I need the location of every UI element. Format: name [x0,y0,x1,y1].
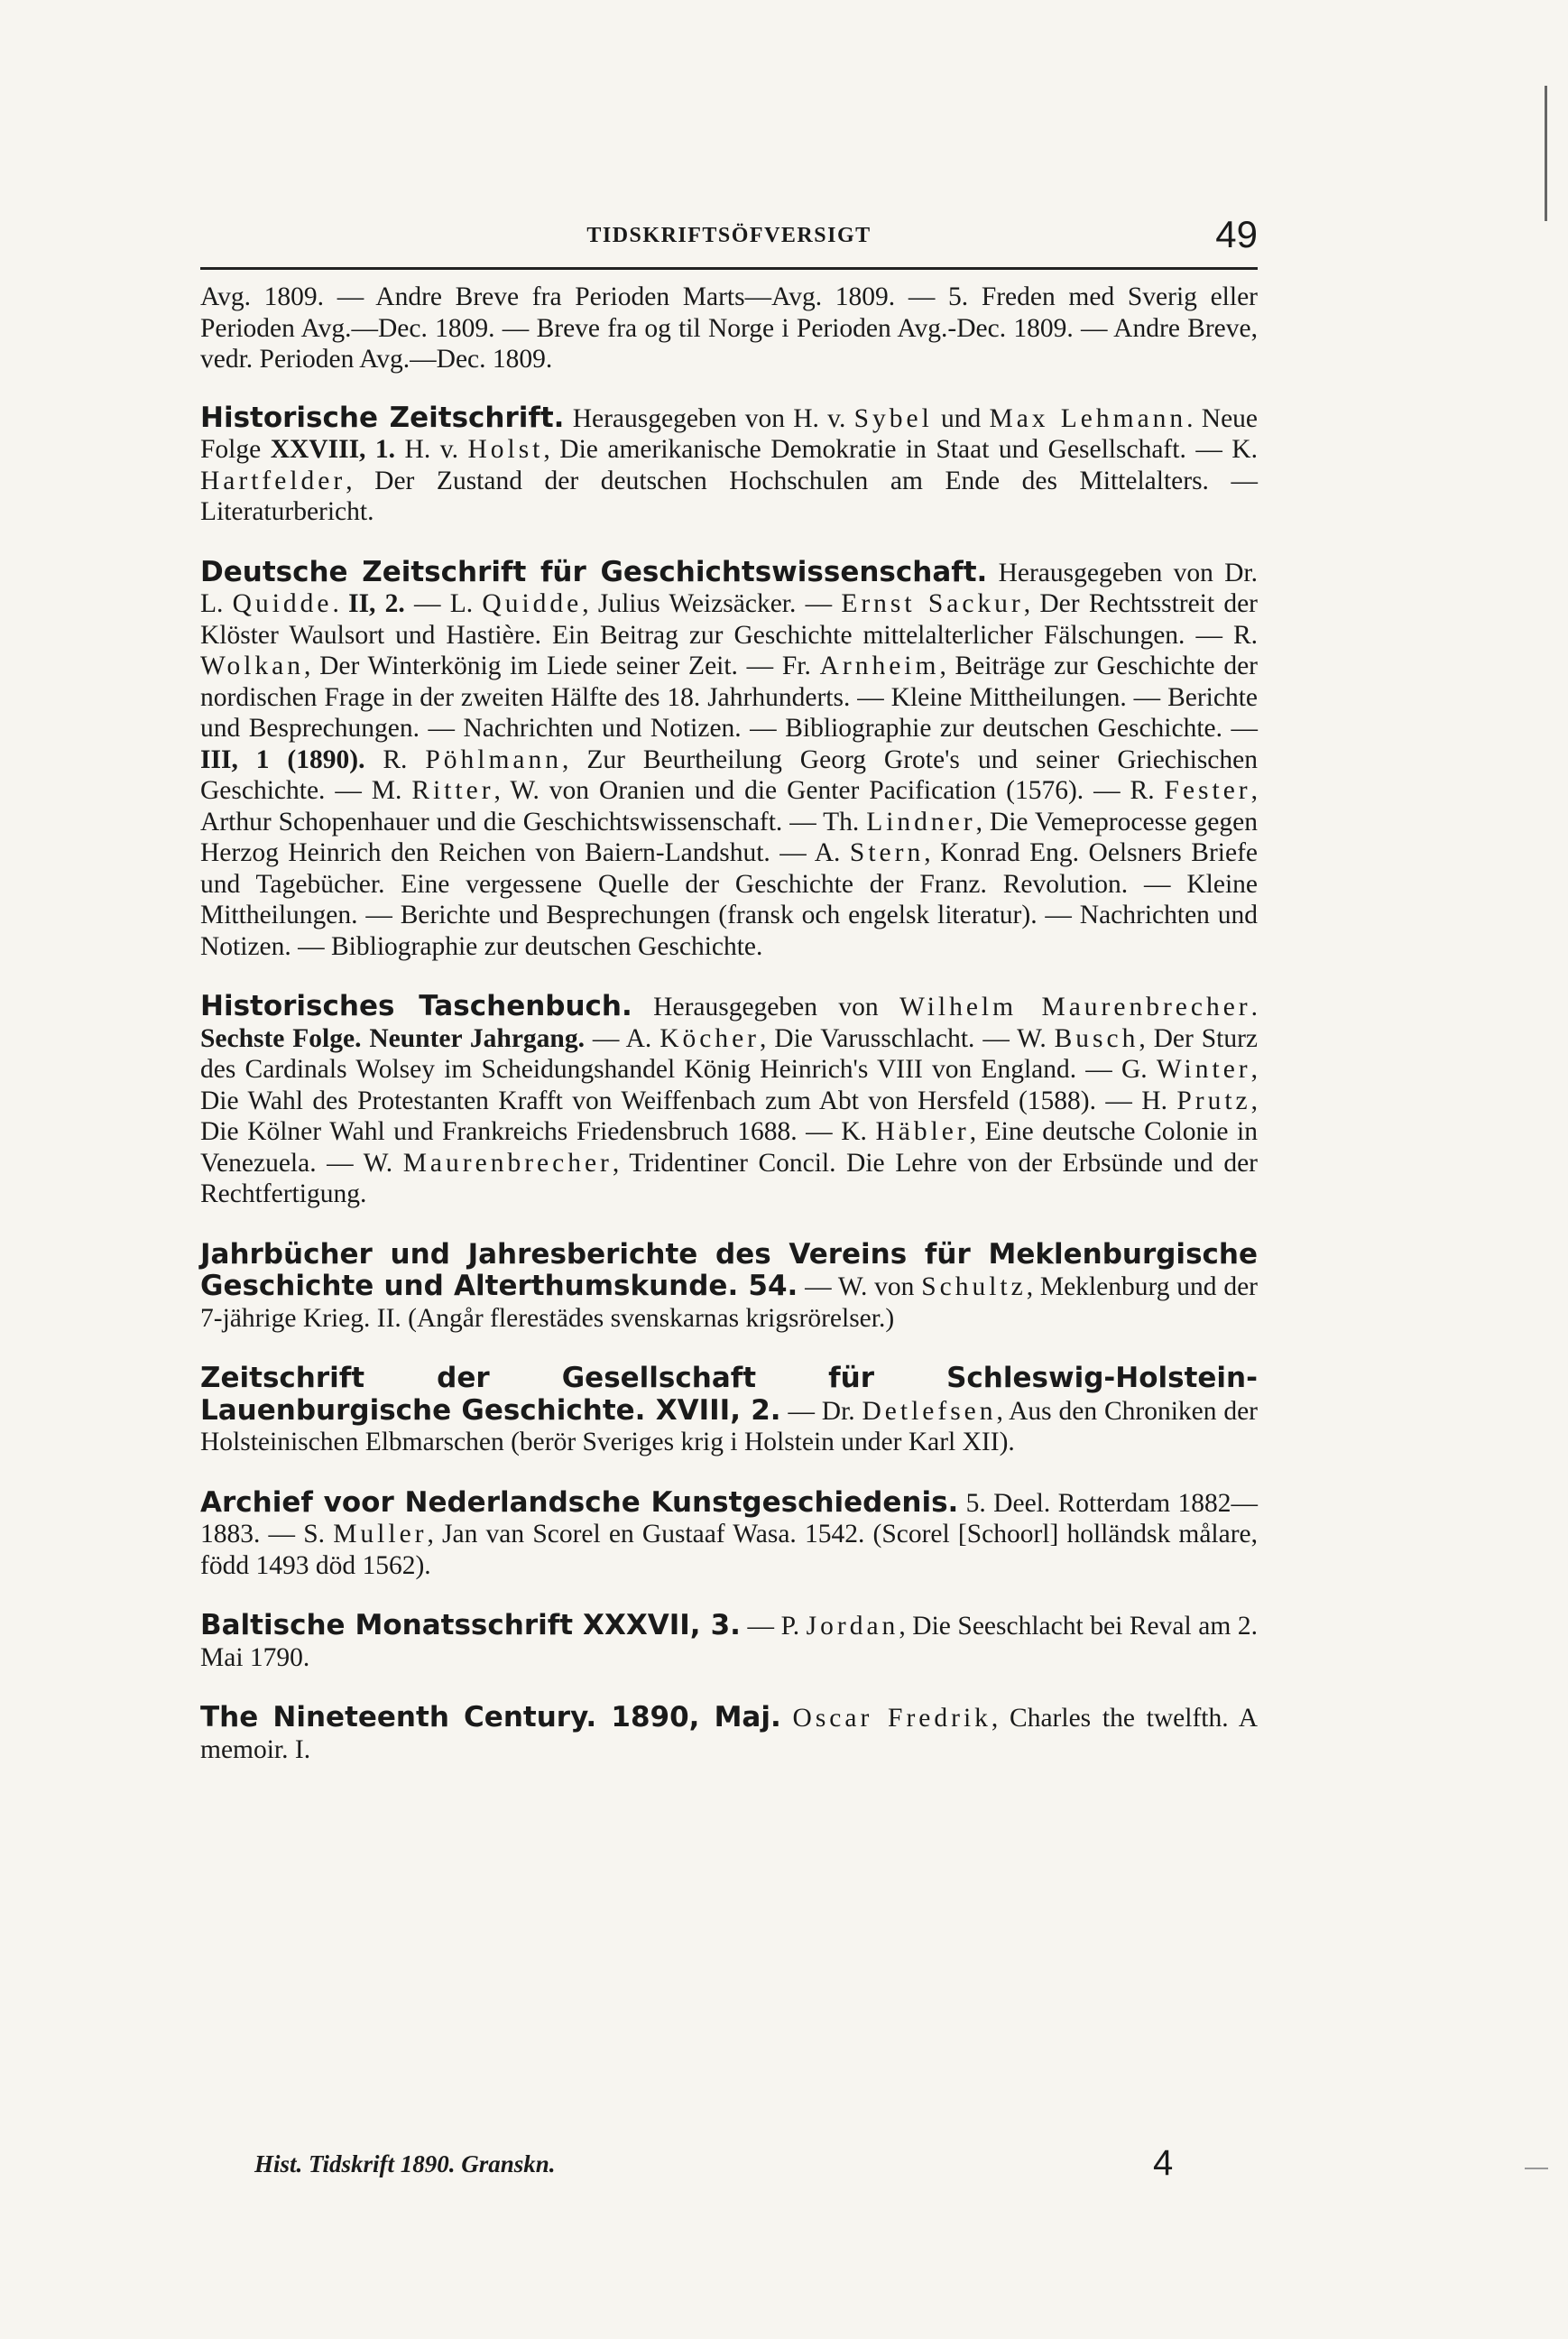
author-name: Wilhelm Maurenbrecher [899,993,1251,1022]
entry-text: , Arthur Schopenhauer und die Geschichtswissenschaft. — Th. [200,776,1258,837]
bibliography-entry [200,1610,1258,1673]
author-name: Busch [1054,1023,1139,1053]
entry-text: , Die Varusschlacht. — W. [760,1023,1055,1053]
entry-text: 5. Deel. Rotterdam 1882—1883. — S. [200,1488,1258,1549]
header-rule [200,267,1258,270]
author-name: Quidde [232,589,333,618]
entry-text: , Die Vemeprocesse gegen Herzog Heinrich den Reichen von Baiern-Landshut. — A. [200,807,1258,867]
entry-text: , W. von Oranien und die Genter Pacification (1576). — R. [493,776,1165,805]
bibliography-entry [200,1239,1258,1335]
author-name: Sybel [853,403,933,433]
author-name: Winter [1156,1055,1251,1084]
entry-text: , Aus den Chroniken der Holsteinischen Elbmarschen (berör Sveriges krig i Holstein under Karl XII). [200,1396,1258,1456]
entry-text: Herausgegeben von Dr. L. [200,558,1258,618]
journal-title: Historisches Taschenbuch. [200,990,632,1022]
bibliography-entry [200,282,1258,375]
page-body [200,282,1258,1794]
author-name: Muller [333,1520,428,1549]
bibliography-entry [200,991,1258,1210]
author-name: Hartfelder [200,466,346,495]
entry-text: — L. [404,589,483,618]
bibliography-entry [200,402,1258,528]
entry-text: , Charles the twelfth. A memoir. I. [200,1704,1259,1764]
bibliography-entry [200,1702,1258,1765]
entry-text: , Jan van Scorel en Gustaaf Wasa. 1542. (Scorel [Schoorl] holländsk målare, född 1493 död 1562). [200,1520,1258,1580]
journal-title: Jahrbücher und Jahresberichte des Vereins für Meklenburgische Geschichte und Alterthumskunde. 54. [200,1237,1258,1302]
entry-text: — A. [584,1023,660,1053]
author-name: Maurenbrecher [402,1148,613,1178]
footer-signature: Hist. Tidskrift 1890. Granskn. [254,2150,556,2177]
author-name: Köcher [659,1023,761,1053]
journal-title: Historische Zeitschrift. [200,401,565,434]
author-name: Quidde [482,589,583,618]
entry-text: , Tridentiner Concil. Die Lehre von der Erbsünde und der Rechtfertigung. [200,1148,1258,1208]
entry-text: . [332,589,349,618]
running-title: TIDSKRIFTSÖFVERSIGT [586,224,872,247]
author-name: Pöhlmann [425,744,563,774]
author-name: Detlefsen [862,1396,997,1426]
entry-text: , Der Winterkönig im Liede seiner Zeit. — Fr. [304,652,820,680]
page-header [200,213,1258,271]
entry-text: , Die Kölner Wahl und Frankreichs Friedensbruch 1688. — K. [200,1086,1258,1146]
bibliography-entry [200,1363,1258,1458]
bibliography-entry [200,557,1258,963]
journal-title: Archief voor Nederlandsche Kunstgeschiedenis. [200,1485,959,1519]
entry-text: , Der Sturz des Cardinals Wolsey im Scheidungshandel König Heinrich's VIII von England. — G. [200,1023,1258,1084]
entry-text: Herausgegeben von [632,993,900,1022]
author-name: Häbler [875,1117,970,1146]
volume-number: II, 2. [348,589,405,618]
author-name: Schultz [921,1272,1027,1301]
entry-text: . [1250,993,1259,1022]
entry-text: , Julius Weizsäcker. — [582,589,842,618]
entry-text: — P. [740,1612,807,1641]
page-number: 49 [1215,213,1258,255]
entry-text: H. v. [395,435,468,464]
journal-title: The Nineteenth Century. 1890, Maj. [200,1701,781,1733]
entry-text [781,1704,793,1733]
entry-text: R. [364,744,426,774]
author-name: Oscar Fredrik [792,1704,992,1733]
entry-text: und [932,403,990,433]
entry-text: , Die Wahl des Protestanten Krafft von Weiffenbach zum Abt von Hersfeld (1588). — H. [200,1055,1258,1115]
author-name: Arnheim [819,652,940,680]
entry-text: , Der Zustand der deutschen Hochschulen am Ende des Mittelalters. — Literaturbericht. [200,466,1258,526]
volume-number: Sechste Folge. Neunter Jahrgang. [200,1023,585,1053]
scan-edge-dash [1525,2168,1548,2169]
entry-text: , Konrad Eng. Oelsners Briefe und Tagebücher. Eine vergessene Quelle der Geschichte der Franz. Revolution. — Kleine Mittheilungen. — Berichte und Besprechungen (fransk och engelsk literatur). — Nachrichten und Notizen. — Bibliographie zur deutschen Geschichte. [200,838,1258,961]
author-name: Ernst Sackur [841,589,1024,618]
entry-text: , Der Rechtsstreit der Klöster Waulsort und Hastière. Ein Beitrag zur Geschichte mittelalterlicher Fälschungen. — R. [200,589,1258,650]
author-name: Prutz [1176,1086,1251,1115]
entry-text: , Die Seeschlacht bei Reval am 2. Mai 1790. [200,1612,1258,1672]
journal-title: Zeitschrift der Gesellschaft für Schleswig-Holstein-Lauenburgische Geschichte. XVIII, 2. [200,1362,1258,1427]
author-name: Lindner [866,807,976,837]
entry-text: Avg. 1809. — Andre Breve fra Perioden Marts—Avg. 1809. — 5. Freden med Sverig eller Perioden Avg.—Dec. 1809. — Breve fra og til Norge i Perioden Avg.-Dec. 1809. — Andre Breve, vedr. Perioden Avg.—Dec. 1809. [200,282,1258,374]
entry-text: — W. von [798,1272,922,1301]
volume-number: XXVIII, 1. [270,435,396,464]
entry-text: . Neue Folge [200,403,1259,464]
author-name: Stern [849,838,925,867]
entry-text: — Dr. [780,1396,862,1426]
journal-title: Deutsche Zeitschrift für Geschichtswissenschaft. [200,555,988,588]
entry-text: Herausgegeben von H. v. [564,403,854,433]
entry-text: , Die amerikanische Demokratie in Staat und Gesellschaft. — K. [543,435,1258,464]
author-name: Wolkan [200,652,305,680]
author-name: Max Lehmann [989,403,1187,433]
author-name: Ritter [411,776,494,805]
bibliography-entry [200,1487,1258,1582]
page-footer [200,2143,1258,2197]
author-name: Holst [467,435,544,464]
sheet-number: 4 [1153,2143,1174,2183]
entry-text: , Zur Beurtheilung Georg Grote's und seiner Griechischen Geschichte. — M. [200,744,1258,805]
scan-edge-mark [1545,86,1547,221]
entry-text: , Meklenburg und der 7-jährige Krieg. II. (Angår flerestädes svenskarnas krigsrörelser.) [200,1272,1258,1333]
volume-number: III, 1 (1890). [200,744,365,774]
entry-text: , Eine deutsche Colonie in Venezuela. — W. [200,1117,1258,1178]
entry-text: , Beiträge zur Geschichte der nordischen Frage in der zweiten Hälfte des 18. Jahrhunderts. — Kleine Mittheilungen. — Berichte und Besprechungen. — Nachrichten und Notizen. — Bibliographie zur deutschen Geschichte. — [200,652,1258,743]
author-name: Fester [1164,776,1251,805]
journal-title: Baltische Monatsschrift XXXVII, 3. [200,1609,741,1641]
author-name: Jordan [806,1612,899,1641]
